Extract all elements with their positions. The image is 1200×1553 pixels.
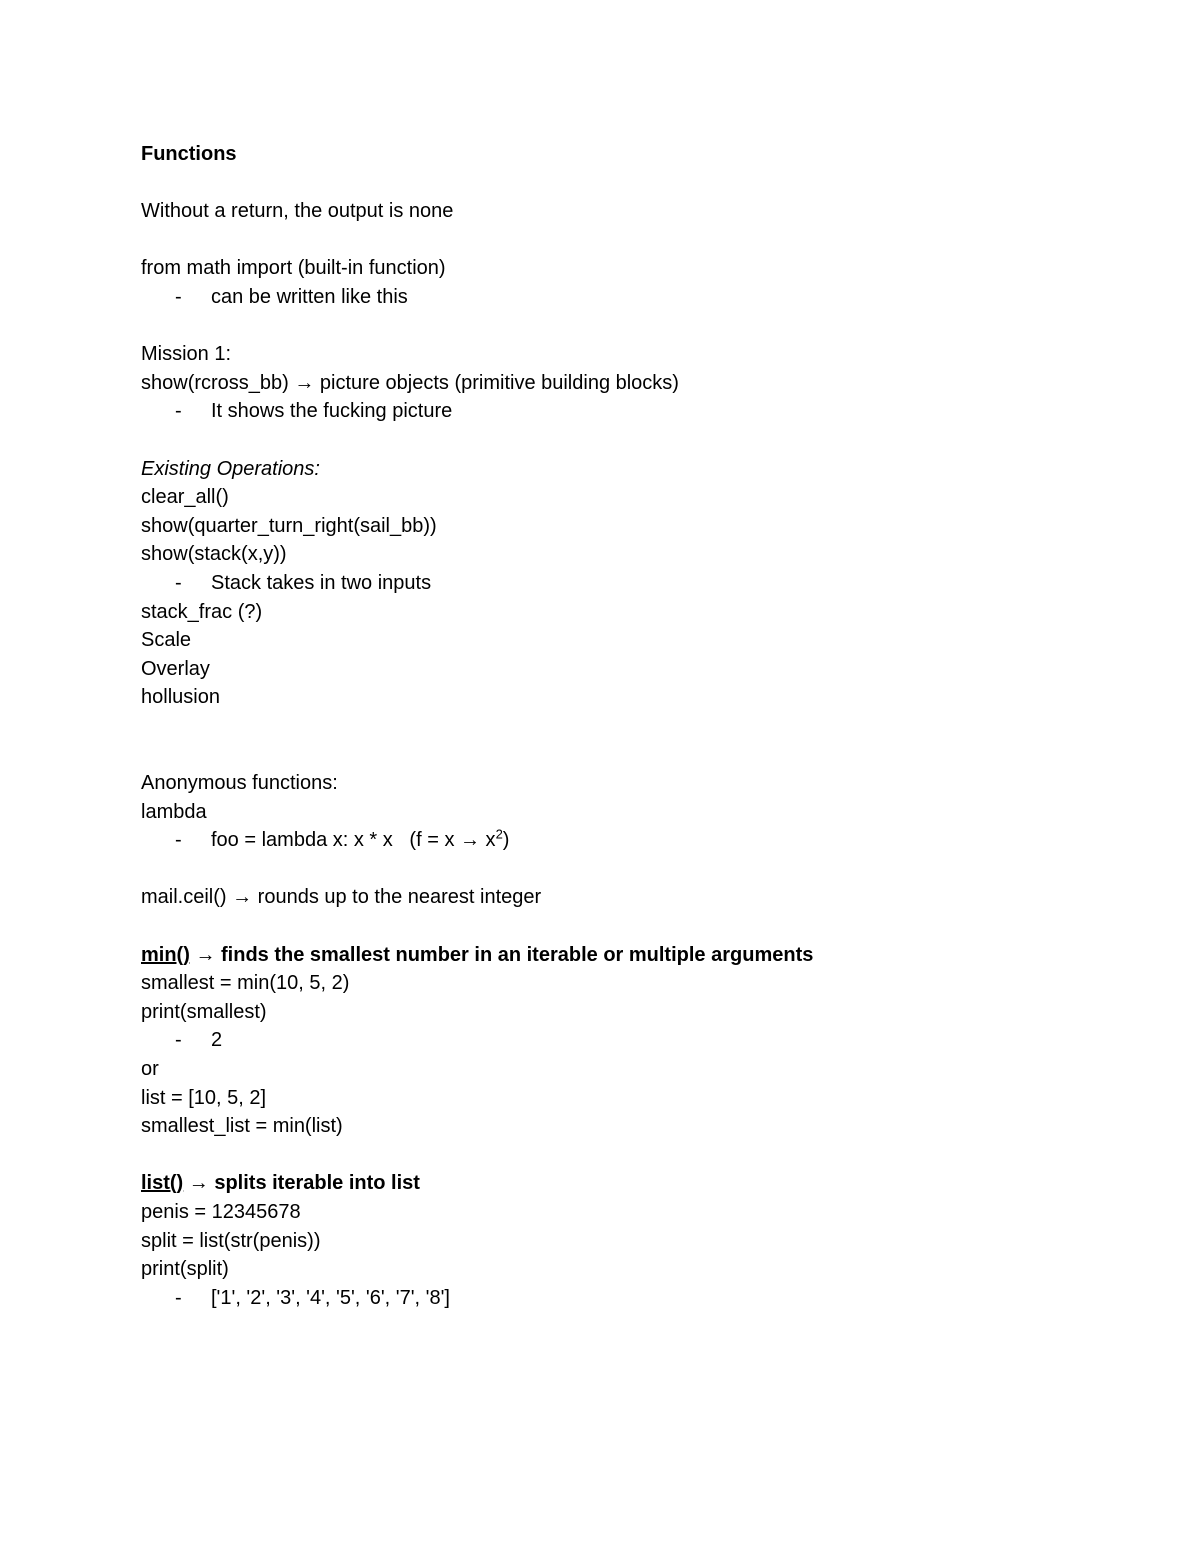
heading-keyword-list: list() <box>141 1172 184 1195</box>
spacer <box>141 912 1101 941</box>
text-line-lambda: lambda <box>141 800 207 823</box>
code-line-smallest-list: smallest_list = min(list) <box>141 1115 343 1138</box>
bullet-text-close: ) <box>502 829 510 852</box>
code-line-smallest: smallest = min(10, 5, 2) <box>141 972 350 995</box>
bullet-text: 2 <box>211 1029 223 1052</box>
bullet-item-foo-lambda <box>141 826 1101 855</box>
text-line-hollusion: hollusion <box>141 686 220 709</box>
bullet-text: It shows the fucking picture <box>211 400 453 423</box>
section-heading-min <box>141 941 1101 970</box>
document-page <box>141 140 1101 1312</box>
bullet-dash: - <box>175 1029 182 1052</box>
bullet-item-stack-inputs <box>141 569 1101 598</box>
code-line-split: split = list(str(penis)) <box>141 1229 321 1252</box>
bullet-dash: - <box>175 571 182 594</box>
text-line-anonymous-functions: Anonymous functions: <box>141 772 338 795</box>
code-line-clear-all: clear_all() <box>141 486 229 509</box>
bullet-text: ['1', '2', '3', '4', '5', '6', '7', '8'] <box>211 1286 450 1309</box>
code-line-print-split: print(split) <box>141 1258 229 1281</box>
heading-text-list: → splits iterable into list <box>183 1172 420 1195</box>
text-line-mail-ceil: mail.ceil() → rounds up to the nearest integer <box>141 886 542 909</box>
section-label-existing-operations: Existing Operations: <box>141 457 320 480</box>
text-line-show-rcross: show(rcross_bb) → picture objects (primitive building blocks) <box>141 371 679 394</box>
bullet-dash: - <box>175 829 182 852</box>
spacer <box>141 1141 1101 1170</box>
code-line-print-smallest: print(smallest) <box>141 1000 267 1023</box>
heading-keyword-min: min() <box>141 943 190 966</box>
bullet-dash: - <box>175 285 182 308</box>
bullet-item-split-result <box>141 1284 1101 1313</box>
heading-text-min: → finds the smallest number in an iterable or multiple arguments <box>189 943 814 966</box>
text-line-without-return: Without a return, the output is none <box>141 200 454 223</box>
code-line-list-def: list = [10, 5, 2] <box>141 1086 267 1109</box>
text-line-mission: Mission 1: <box>141 343 232 366</box>
bullet-text: Stack takes in two inputs <box>211 571 432 594</box>
spacer <box>141 712 1101 741</box>
spacer <box>141 426 1101 455</box>
code-line-show-stack: show(stack(x,y)) <box>141 543 287 566</box>
bullet-dash: - <box>175 400 182 423</box>
text-line-overlay: Overlay <box>141 657 210 680</box>
bullet-item-it-shows <box>141 397 1101 426</box>
bullet-item-two <box>141 1026 1101 1055</box>
page-title: Functions <box>141 143 237 165</box>
code-line-show-quarter: show(quarter_turn_right(sail_bb)) <box>141 514 437 537</box>
bullet-text: can be written like this <box>211 285 408 308</box>
bullet-item-can-be-written <box>141 283 1101 312</box>
superscript-two: 2 <box>495 826 503 842</box>
bullet-text: foo = lambda x: x * x (f = x → x <box>211 829 496 852</box>
spacer <box>141 740 1101 769</box>
bullet-dash: - <box>175 1286 182 1309</box>
code-line-penis: penis = 12345678 <box>141 1200 301 1223</box>
spacer <box>141 312 1101 341</box>
text-line-or: or <box>141 1058 159 1080</box>
text-line-scale: Scale <box>141 629 192 652</box>
section-heading-list <box>141 1169 1101 1198</box>
spacer <box>141 226 1101 255</box>
text-line-from-math: from math import (built-in function) <box>141 257 446 280</box>
spacer <box>141 169 1101 198</box>
text-line-stack-frac: stack_frac (?) <box>141 600 263 623</box>
spacer <box>141 855 1101 884</box>
